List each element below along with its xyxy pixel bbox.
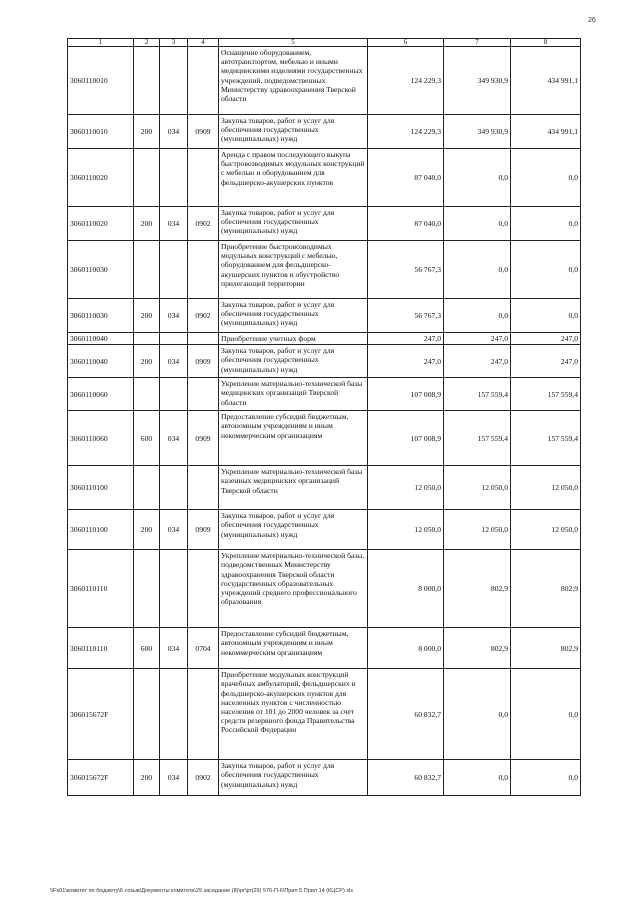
amount-year1-cell: 124 229,3 — [368, 47, 444, 115]
amount-year1-cell: 12 050,0 — [368, 510, 444, 550]
expense-type-cell: 200 — [134, 345, 160, 378]
item-name-cell: Аренда с правом последующего выкупа быстровозводимых модульных конструкций с мебелью и оборудованием для фельдшерско-акушерских пунктов — [219, 149, 368, 207]
amount-year3-cell: 802,9 — [511, 550, 581, 628]
amount-year3-cell: 0,0 — [511, 207, 581, 241]
item-name-cell: Закупка товаров, работ и услуг для обеспечения государственных (муниципальных) нужд — [219, 760, 368, 796]
ministry-code-cell: 034 — [160, 345, 188, 378]
column-header: 8 — [511, 39, 581, 47]
amount-year2-cell: 0,0 — [444, 149, 511, 207]
amount-year2-cell: 0,0 — [444, 669, 511, 760]
target-code-cell: 3060110100 — [68, 510, 134, 550]
amount-year1-cell: 8 000,0 — [368, 628, 444, 669]
table-row — [68, 333, 581, 345]
header-row — [68, 39, 581, 47]
section-code-cell — [188, 241, 219, 299]
amount-year3-cell: 12 050,0 — [511, 466, 581, 510]
table-row — [68, 241, 581, 299]
amount-year3-cell: 0,0 — [511, 669, 581, 760]
expense-type-cell: 600 — [134, 411, 160, 466]
amount-year1-cell: 87 040,0 — [368, 207, 444, 241]
section-code-cell: 0909 — [188, 115, 219, 149]
table-row — [68, 207, 581, 241]
ministry-code-cell — [160, 241, 188, 299]
ministry-code-cell: 034 — [160, 628, 188, 669]
item-name-cell: Закупка товаров, работ и услуг для обеспечения государственных (муниципальных) нужд — [219, 207, 368, 241]
section-code-cell — [188, 149, 219, 207]
amount-year1-cell: 60 832,7 — [368, 669, 444, 760]
ministry-code-cell: 034 — [160, 510, 188, 550]
ministry-code-cell — [160, 378, 188, 411]
amount-year1-cell: 60 832,7 — [368, 760, 444, 796]
section-code-cell: 0704 — [188, 628, 219, 669]
page-number: 26 — [588, 17, 596, 24]
amount-year2-cell: 247,0 — [444, 333, 511, 345]
amount-year3-cell: 0,0 — [511, 149, 581, 207]
amount-year2-cell: 802,9 — [444, 550, 511, 628]
table-row — [68, 115, 581, 149]
target-code-cell: 3060110110 — [68, 628, 134, 669]
target-code-cell: 3060110100 — [68, 466, 134, 510]
table-row — [68, 345, 581, 378]
target-code-cell: 3060110030 — [68, 241, 134, 299]
amount-year3-cell: 157 559,4 — [511, 411, 581, 466]
item-name-cell: Приобретение учетных форм — [219, 333, 368, 345]
table-row — [68, 378, 581, 411]
table-row — [68, 669, 581, 760]
target-code-cell: 3060110060 — [68, 411, 134, 466]
expense-type-cell: 200 — [134, 510, 160, 550]
ministry-code-cell — [160, 47, 188, 115]
target-code-cell: 3060110030 — [68, 299, 134, 333]
section-code-cell — [188, 378, 219, 411]
table-row — [68, 299, 581, 333]
target-code-cell: 3060110040 — [68, 345, 134, 378]
target-code-cell: 3060110020 — [68, 149, 134, 207]
amount-year2-cell: 0,0 — [444, 299, 511, 333]
section-code-cell — [188, 466, 219, 510]
amount-year1-cell: 87 040,0 — [368, 149, 444, 207]
section-code-cell — [188, 669, 219, 760]
item-name-cell: Закупка товаров, работ и услуг для обеспечения государственных (муниципальных) нужд — [219, 510, 368, 550]
amount-year2-cell: 349 930,9 — [444, 115, 511, 149]
amount-year2-cell: 247,0 — [444, 345, 511, 378]
section-code-cell: 0909 — [188, 411, 219, 466]
amount-year2-cell: 12 050,0 — [444, 466, 511, 510]
target-code-cell: 3060110040 — [68, 333, 134, 345]
table-row — [68, 628, 581, 669]
table-row — [68, 47, 581, 115]
amount-year3-cell: 434 991,1 — [511, 115, 581, 149]
file-path-footer: \\Fs01\комитет по бюджету\6 созыв\Документы комитета\29 заседание (8)\рг\рг(29) 576-П-6\Прил 5 Прил 14 (КЦСР).xls — [50, 888, 354, 894]
ministry-code-cell — [160, 669, 188, 760]
column-header: 1 — [68, 39, 134, 47]
amount-year2-cell: 12 050,0 — [444, 510, 511, 550]
item-name-cell: Закупка товаров, работ и услуг для обеспечения государственных (муниципальных) нужд — [219, 299, 368, 333]
expense-type-cell — [134, 149, 160, 207]
column-header: 3 — [160, 39, 188, 47]
item-name-cell: Закупка товаров, работ и услуг для обеспечения государственных (муниципальных) нужд — [219, 345, 368, 378]
section-code-cell — [188, 550, 219, 628]
amount-year1-cell: 56 767,3 — [368, 299, 444, 333]
expense-type-cell: 200 — [134, 760, 160, 796]
table-row — [68, 411, 581, 466]
item-name-cell: Предоставление субсидий бюджетным, автономным учреждениям и иным некоммерческим организациям — [219, 628, 368, 669]
table-row — [68, 149, 581, 207]
amount-year2-cell: 802,9 — [444, 628, 511, 669]
section-code-cell: 0909 — [188, 510, 219, 550]
target-code-cell: 3060110060 — [68, 378, 134, 411]
expense-type-cell — [134, 550, 160, 628]
column-header: 5 — [219, 39, 368, 47]
table-row — [68, 510, 581, 550]
ministry-code-cell — [160, 333, 188, 345]
target-code-cell: 306015672F — [68, 760, 134, 796]
ministry-code-cell: 034 — [160, 299, 188, 333]
item-name-cell: Закупка товаров, работ и услуг для обеспечения государственных (муниципальных) нужд — [219, 115, 368, 149]
ministry-code-cell: 034 — [160, 411, 188, 466]
ministry-code-cell: 034 — [160, 760, 188, 796]
expense-type-cell: 200 — [134, 207, 160, 241]
amount-year1-cell: 12 050,0 — [368, 466, 444, 510]
amount-year1-cell: 107 008,9 — [368, 411, 444, 466]
expense-type-cell — [134, 333, 160, 345]
expense-type-cell — [134, 466, 160, 510]
expense-type-cell — [134, 241, 160, 299]
amount-year1-cell: 56 767,3 — [368, 241, 444, 299]
amount-year2-cell: 0,0 — [444, 207, 511, 241]
amount-year3-cell: 247,0 — [511, 345, 581, 378]
target-code-cell: 3060110010 — [68, 47, 134, 115]
ministry-code-cell: 034 — [160, 115, 188, 149]
table-row — [68, 466, 581, 510]
amount-year1-cell: 247,0 — [368, 345, 444, 378]
target-code-cell: 3060110110 — [68, 550, 134, 628]
column-header: 4 — [188, 39, 219, 47]
expense-type-cell — [134, 47, 160, 115]
item-name-cell: Укрепление материально-технической базы медицинских организаций Тверской области — [219, 378, 368, 411]
section-code-cell — [188, 47, 219, 115]
amount-year1-cell: 124 229,3 — [368, 115, 444, 149]
amount-year3-cell: 0,0 — [511, 299, 581, 333]
section-code-cell — [188, 333, 219, 345]
amount-year1-cell: 8 000,0 — [368, 550, 444, 628]
table-row — [68, 760, 581, 796]
column-header: 2 — [134, 39, 160, 47]
section-code-cell: 0902 — [188, 207, 219, 241]
amount-year2-cell: 0,0 — [444, 760, 511, 796]
item-name-cell: Приобретение модульных конструкций врачебных амбулаторий, фельдшерских и фельдшерско-акушерских пунктов для населенных пунктов с численностью населения от 101 до 2000 человек за счет средств резервного фонда Правительства Российской Федерации — [219, 669, 368, 760]
item-name-cell: Предоставление субсидий бюджетным, автономным учреждениям и иным некоммерческим организациям — [219, 411, 368, 466]
expense-type-cell: 200 — [134, 299, 160, 333]
ministry-code-cell: 034 — [160, 207, 188, 241]
amount-year2-cell: 157 559,4 — [444, 378, 511, 411]
section-code-cell: 0909 — [188, 345, 219, 378]
column-header: 7 — [444, 39, 511, 47]
item-name-cell: Укрепление материально-технической базы, подведомственных Министерству здравоохранения Тверской области государственных образовательных учреждений среднего профессионального образования — [219, 550, 368, 628]
ministry-code-cell — [160, 466, 188, 510]
item-name-cell: Укрепление материально-технической базы казенных медицинских организаций Тверской области — [219, 466, 368, 510]
ministry-code-cell — [160, 149, 188, 207]
table-row — [68, 550, 581, 628]
expense-type-cell — [134, 669, 160, 760]
expense-type-cell: 600 — [134, 628, 160, 669]
amount-year3-cell: 157 559,4 — [511, 378, 581, 411]
item-name-cell: Приобретение быстровозводимых модульных конструкций с мебелью, оборудованием для фельдшерско-акушерских пунктов и обустройство прилегающей территории — [219, 241, 368, 299]
target-code-cell: 306015672F — [68, 669, 134, 760]
amount-year3-cell: 0,0 — [511, 760, 581, 796]
table-body — [68, 47, 581, 796]
amount-year3-cell: 0,0 — [511, 241, 581, 299]
amount-year2-cell: 0,0 — [444, 241, 511, 299]
expense-type-cell: 200 — [134, 115, 160, 149]
amount-year2-cell: 349 930,9 — [444, 47, 511, 115]
amount-year1-cell: 247,0 — [368, 333, 444, 345]
amount-year2-cell: 157 559,4 — [444, 411, 511, 466]
amount-year3-cell: 247,0 — [511, 333, 581, 345]
expense-type-cell — [134, 378, 160, 411]
amount-year3-cell: 802,9 — [511, 628, 581, 669]
item-name-cell: Оснащение оборудованием, автотранспортом, мебелью и иными медицинскими изделиями государственных учреждений, подведомственных Министерству здравоохранения Тверской области — [219, 47, 368, 115]
target-code-cell: 3060110020 — [68, 207, 134, 241]
section-code-cell: 0902 — [188, 299, 219, 333]
budget-table — [67, 38, 581, 796]
amount-year1-cell: 107 008,9 — [368, 378, 444, 411]
amount-year3-cell: 12 050,0 — [511, 510, 581, 550]
section-code-cell: 0902 — [188, 760, 219, 796]
amount-year3-cell: 434 991,1 — [511, 47, 581, 115]
column-header: 6 — [368, 39, 444, 47]
target-code-cell: 3060110010 — [68, 115, 134, 149]
ministry-code-cell — [160, 550, 188, 628]
